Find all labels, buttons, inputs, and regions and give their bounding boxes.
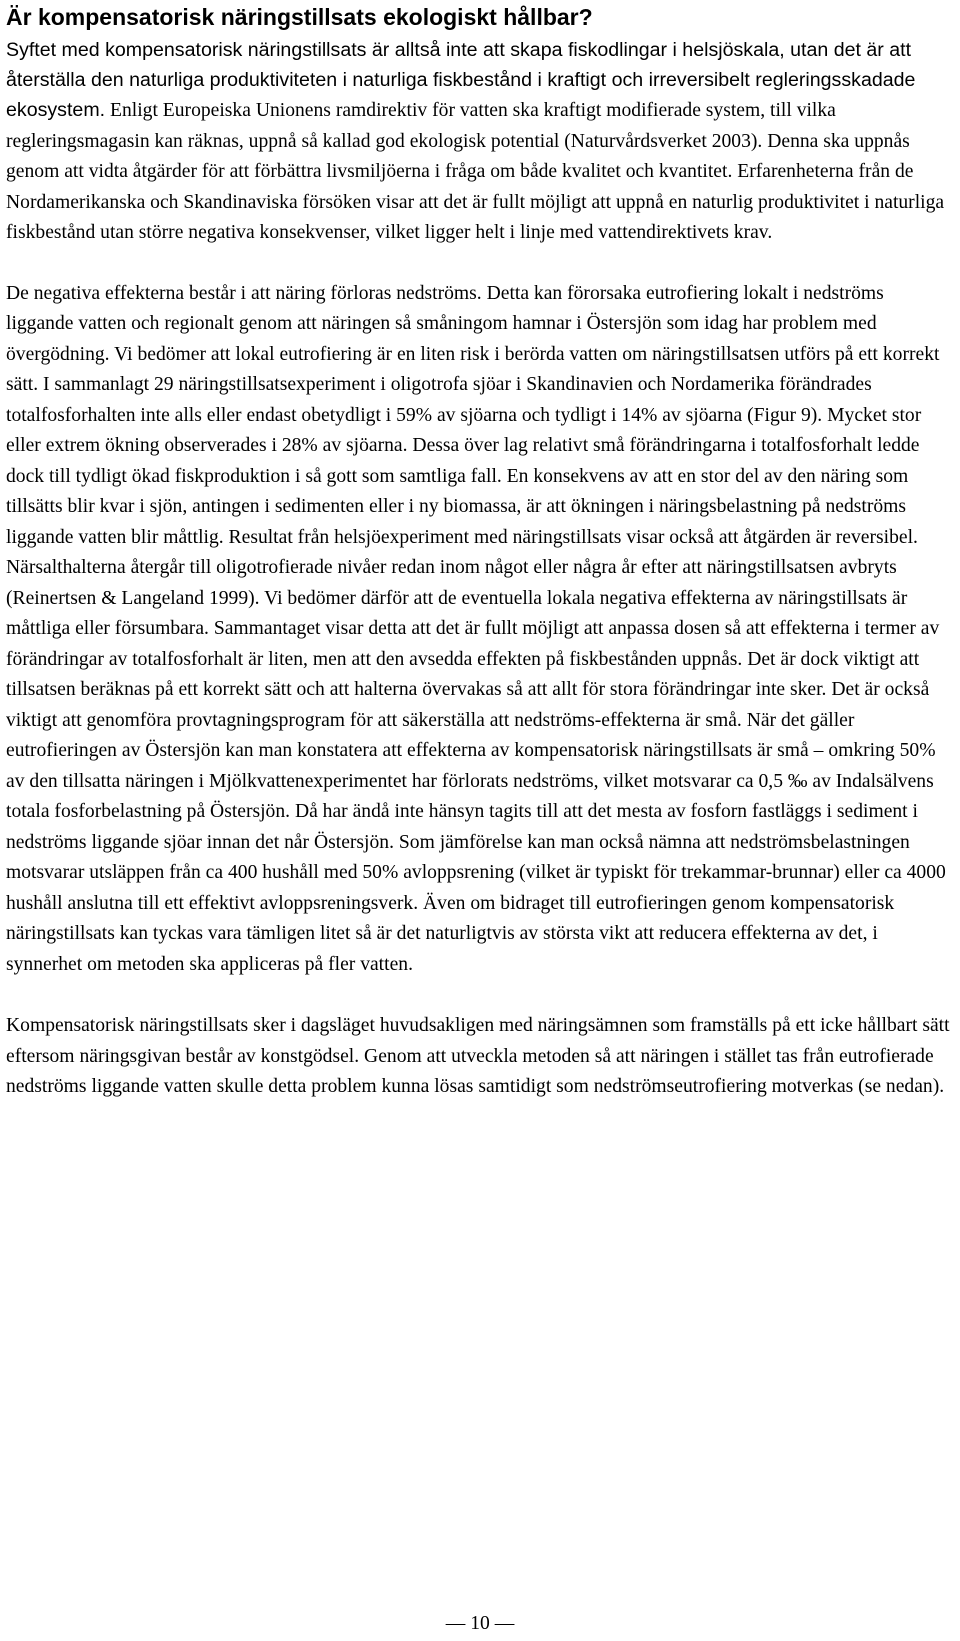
paragraph-1 xyxy=(6,35,954,249)
document-page xyxy=(6,0,954,1103)
paragraph-3: Kompensatorisk näringstillsats sker i dagsläget huvudsakligen med näringsämnen som framställs på ett icke hållbart sätt eftersom näringsgivan består av konstgödsel. Genom att utveckla metoden så att näringen i stället tas från eutrofierade nedströms liggande vatten skulle detta problem kunna lösas samtidigt som nedströmseutrofiering motverkas (se nedan). xyxy=(6,1015,950,1097)
paragraph-1-sans-text: Syftet med kompensatorisk näringstillsats är alltså inte att skapa fiskodlingar i helsjöskala, utan det är att återställa den naturliga produktiviteten i naturliga fiskbestånd i kraftigt och irreversibelt regleringsskadade ekosystem. xyxy=(6,39,916,121)
section-heading: Är kompensatorisk näringstillsats ekologiskt hållbar? xyxy=(6,4,593,30)
paragraph-2: De negativa effekterna består i att näring förloras nedströms. Detta kan förorsaka eutrofiering lokalt i nedströms liggande vatten och regionalt genom att näringen så småningom hamnar i Östersjön som idag har problem med övergödning. Vi bedömer att lokal eutrofiering är en liten risk i berörda vatten om näringstillsatsen utförs på ett korrekt sätt. I sammanlagt 29 näringstillsatsexperiment i oligotrofa sjöar i Skandinavien och Nordamerika förändrades totalfosforhalten inte alls eller endast obetydligt i 59% av sjöarna och tydligt i 14% av sjöarna (Figur 9). Mycket stor eller extrem ökning observerades i 28% av sjöarna. Dessa över lag relativt små förändringarna i totalfosforhalt ledde dock till tydligt ökad fiskproduktion i så gott som samtliga fall. En konsekvens av att en stor del av den näring som tillsätts blir kvar i sjön, antingen i sedimenten eller i ny biomassa, är att ökningen i näringsbelastning på nedströms liggande vatten blir måttlig. Resultat från helsjöexperiment med näringstillsats visar också att åtgärden är reversibel. Närsalthalterna återgår till oligotrofierade nivåer redan inom något eller några år efter att näringstillsatsen avbryts (Reinertsen & Langeland 1999). Vi bedömer därför att de eventuella lokala negativa effekterna av näringstillsats är måttliga eller försumbara. Sammantaget visar detta att det är fullt möjligt att anpassa dosen så att effekterna i termer av förändringar av totalfosforhalt är liten, men att den avsedda effekten på fiskbestånden uppnås. Det är dock viktigt att tillsatsen beräknas på ett korrekt sätt och att halterna övervakas så att allt för stora förändringar inte sker. Det är också viktigt att genomföra provtagningsprogram för att säkerställa att nedströms-effekterna är små. När det gäller eutrofieringen av Östersjön kan man konstatera att effekterna av kompensatorisk näringstillsats är små – omkring 50% av den tillsatta näringen i Mjölkvattenexperimentet har förlorats nedströms, vilket motsvarar ca 0,5 ‰ av Indalsälvens totala fosforbelastning på Östersjön. Då har ändå inte hänsyn tagits till att det mesta av fosforn fastläggs i sediment i nedströms liggande sjöar innan det når Östersjön. Som jämförelse kan man också nämna att nedströmsbelastningen motsvarar utsläppen från ca 400 hushåll med 50% avloppsrening (vilket är typiskt för trekammar-brunnar) eller ca 4000 hushåll anslutna till ett effektivt avloppsreningsverk. Även om bidraget till eutrofieringen genom kompensatorisk näringstillsats kan tyckas vara tämligen litet så är det naturligtvis av största vikt att reducera effekterna av det, i synnerhet om metoden ska appliceras på fler vatten. xyxy=(6,282,946,975)
paragraph-1-serif-text: Enligt Europeiska Unionens ramdirektiv för vatten ska kraftigt modifierade system, till vilka regleringsmagasin kan räknas, uppnå så kallad god ekologisk potential (Naturvårdsverket 2003). Denna ska uppnås genom att vidta åtgärder för att förbättra livsmiljöerna i fråga om både kvalitet och kvantitet. Erfarenheterna från de Nordamerikanska och Skandinaviska försöken visar att det är fullt möjligt att uppnå en naturlig produktivitet i naturliga fiskbestånd utan större negativa konsekvenser, vilket ligger helt i linje med vattendirektivets krav. xyxy=(6,100,945,243)
page-number: — 10 — xyxy=(445,1613,515,1634)
